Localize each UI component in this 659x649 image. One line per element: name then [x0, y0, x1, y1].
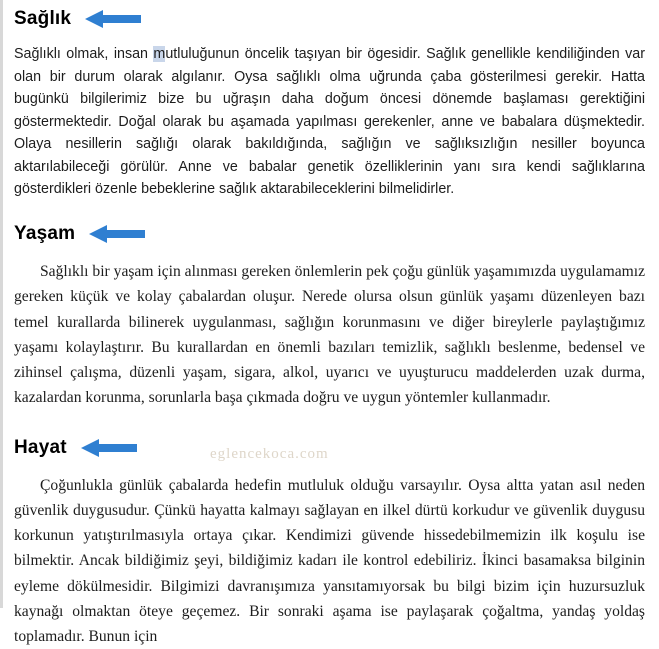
page-title-yasam: Yaşam — [14, 223, 76, 245]
left-arrow-icon — [89, 225, 145, 243]
left-arrow-icon — [81, 439, 137, 457]
left-arrow-icon — [85, 10, 141, 28]
page-title-hayat: Hayat — [14, 436, 67, 458]
heading-row-saglik — [14, 8, 645, 30]
highlighted-text: m — [153, 46, 166, 62]
watermark: eglencekoca.com — [210, 446, 329, 462]
page-left-rule — [0, 0, 3, 608]
section-yasam — [14, 223, 645, 411]
heading-row-yasam — [14, 223, 645, 245]
paragraph-saglik-post: utluluğunun öncelik taşıyan bir ögesidir. Sağlık genellikle kendiliğinden var olan bir durum olarak algılanır. Oysa sağlıklı olma uğrunda çaba gösterilmesi gerekir. Hatta bugünkü bilgilerimiz bize bu uğraşın daha doğum öncesi dönemde başlaması gerektiğini göstermektedir. Doğal olarak bu aşamada yapılması gerekenler, anne ve babalara düşmektedir. Olaya nesillerin sağlığı olarak bakıldığında, sağlığın ve sağlıksızlığın nesiller boyunca aktarılabileceği görülür. Anne ve babalar genetik özelliklerinin yanı sıra kendi sağlıklarına gösterdikleri özenle bebeklerine sağlık aktarabileceklerini bilmelidirler. — [14, 46, 645, 198]
section-saglik — [14, 8, 645, 201]
section-hayat — [14, 437, 645, 649]
paragraph-hayat: Çoğunlukla günlük çabalarda hedefin mutluluk olduğu varsayılır. Oysa altta yatan asıl neden güvenlik duygusudur. Çünkü hayatta kalmayı sağlayan en ilkel dürtü korkudur ve güvenlik duygusu korkunun yatıştırılmasıyla ortaya çıkar. Kendimizi güvende hissedebilmemizin ilk koşulu ise bilmektir. Ancak bildiğimiz şeyi, bildiğimiz kadarı ile kontrol edebiliriz. İkinci basamaksa bilginin eyleme dökülmesidir. Bilgimizi davranışımıza yansıtamıyorsak bu bilgi bizim için huzursuzluk kaynağı olmaktan öteye geçemez. Bir sonraki aşama ise paylaşarak çoğaltma, yandaş yoldaş toplamadır. Bunun için — [14, 476, 645, 646]
heading-row-hayat — [14, 437, 645, 459]
paragraph-saglik-pre: Sağlıklı olmak, insan — [14, 46, 154, 62]
paragraph-yasam: Sağlıklı bir yaşam için alınması gereken önlemlerin pek çoğu günlük yaşamımızda uygulamamız gereken küçük ve kolay çabalardan oluşur. Nerede olursa olsun günlük yaşamı düzenleyen bazı temel kurallarda bilinerek uygulanması, sağlığın korunmasını ve diğer bireylerle paylaştığımız yaşamı kolaylaştırır. Bu kurallardan en önemli bazıları temizlik, sağlıklı beslenme, bedensel ve zihinsel çalışma, düzenli yaşam, sigara, alkol, uyarıcı ve uyuşturucu maddelerden uzak durma, kazalardan korunma, sorunlarla başa çıkmada doğru ve uygun yöntemler kullanmadır. — [14, 263, 645, 407]
paragraph-saglik — [14, 43, 645, 201]
page-title-saglik: Sağlık — [14, 8, 72, 29]
